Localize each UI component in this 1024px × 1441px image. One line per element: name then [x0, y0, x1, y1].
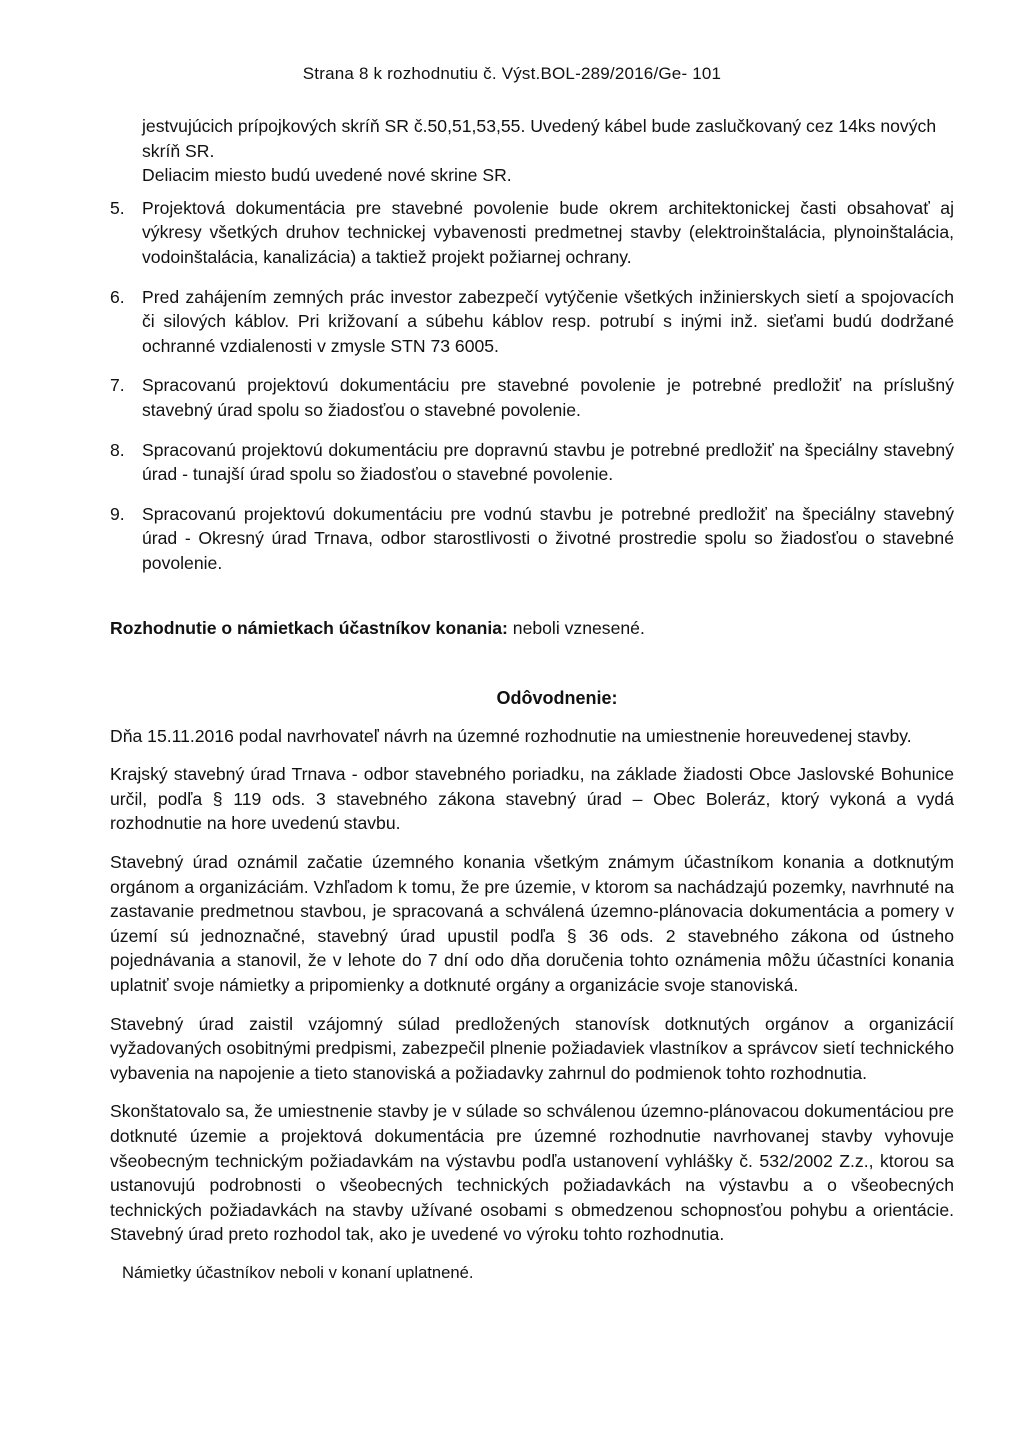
document-body: [110, 114, 954, 1286]
condition-number: 8.: [110, 439, 125, 460]
condition-text: Pred zahájením zemných prác investor zabezpečí vytýčenie všetkých inžinierskych sietí a spojovacích či silových káblov. Pri križovaní a súbehu káblov resp. potrubí s inými inž. sieťami budú dodržané ochranné vzdialenosti v zmysle STN 73 6005.: [142, 286, 954, 356]
condition-item: [110, 438, 954, 487]
reasoning-paragraph: Stavebný úrad oznámil začatie územného konania všetkým známym účastníkom konania a dotknutým orgánom a organizáciám. Vzhľadom k tomu, že pre územie, v ktorom sa nachádzajú pozemky, navrhnuté na zastavanie predmetnou stavbou, je spracovaná a schválená územno-plánovacia dokumentácia a pomery v území sú jednoznačné, stavebný úrad upustil podľa § 36 ods. 2 stavebného zákona od ústneho pojednávania a stanovil, že v lehote do 7 dní odo dňa doručenia tohto oznámenia môžu účastníci konania uplatniť svoje námietky a pripomienky a dotknuté orgány a organizácie svoje stanoviská.: [110, 852, 954, 996]
objections-decision-value: neboli vznesené.: [507, 617, 645, 638]
continuation-text: Deliacim miesto budú uvedené nové skrine SR.: [142, 165, 512, 186]
condition-item: [110, 196, 954, 270]
continuation-text: jestvujúcich prípojkových skríň SR č.50,51,53,55. Uvedený kábel bude zaslučkovaný cez 14ks nových skríň SR.: [142, 116, 937, 161]
objections-decision-label: Rozhodnutie o námietkach účastníkov konania:: [110, 617, 508, 638]
condition-number: 6.: [110, 286, 125, 307]
condition-text: Projektová dokumentácia pre stavebné povolenie bude okrem architektonickej časti obsahovať aj výkresy všetkých druhov technickej vybavenosti predmetnej stavby (elektroinštalácia, plynoinštalácia, vodoinštalácia, kanalizácia) a taktiež projekt požiarnej ochrany.: [142, 197, 954, 267]
condition-text: Spracovanú projektovú dokumentáciu pre stavebné povolenie je potrebné predložiť na príslušný stavebný úrad spolu so žiadosťou o stavebné povolenie.: [142, 375, 954, 420]
condition-number: 7.: [110, 375, 125, 396]
condition-text: Spracovanú projektovú dokumentáciu pre vodnú stavbu je potrebné predložiť na špeciálny stavebný úrad - Okresný úrad Trnava, odbor starostlivosti o životné prostredie spolu so žiadosťou o stavebné povolenie.: [142, 503, 954, 573]
reasoning-paragraph: Dňa 15.11.2016 podal navrhovateľ návrh na územné rozhodnutie na umiestnenie horeuvedenej stavby.: [110, 725, 912, 746]
reasoning-paragraph: Skonštatovalo sa, že umiestnenie stavby je v súlade so schválenou územno-plánovacou dokumentáciou pre dotknuté územie a projektová dokumentácia pre územné rozhodnutie navrhovanej stavby vyhovuje všeobecným technickým požiadavkám na výstavbu podľa ustanovení vyhlášky č. 532/2002 Z.z., ktorou sa ustanovujú podrobnosti o všeobecných technických požiadavkách na výstavbu a o všeobecných technických požiadavkách na stavby užívané osobami s obmedzenou schopnosťou pohybu a orientácie. Stavebný úrad preto rozhodol tak, ako je uvedené vo výroku tohto rozhodnutia.: [110, 1101, 954, 1245]
condition-item: [110, 502, 954, 576]
condition-item: [110, 285, 954, 359]
reasoning-section: [110, 724, 954, 1286]
condition-number: 5.: [110, 197, 125, 218]
condition-text: Spracovanú projektovú dokumentáciu pre dopravnú stavbu je potrebné predložiť na špeciálny stavebný úrad - tunajší úrad spolu so žiadosťou o stavebné povolenie.: [142, 439, 954, 485]
final-note: Námietky účastníkov neboli v konaní uplatnené.: [122, 1262, 474, 1282]
objections-decision: [110, 616, 954, 641]
condition-item: [110, 373, 954, 422]
continuation-block: [110, 114, 954, 188]
reasoning-title: Odôvodnenie:: [496, 688, 618, 709]
reasoning-paragraph: Stavebný úrad zaistil vzájomný súlad predložených stanovísk dotknutých orgánov a organizácií vyžadovaných osobitnými predpismi, zabezpečil plnenie požiadaviek vlastníkov a správcov sietí technického vybavenia na napojenie a tieto stanoviská a požiadavky zahrnul do podmienok tohto rozhodnutia.: [110, 1013, 954, 1083]
conditions-list: [110, 196, 954, 576]
page-header: Strana 8 k rozhodnutiu č. Výst.BOL-289/2016/Ge- 101: [302, 64, 722, 83]
reasoning-paragraph: Krajský stavebný úrad Trnava - odbor stavebného poriadku, na základe žiadosti Obce Jaslovské Bohunice určil, podľa § 119 ods. 3 stavebného zákona stavebný úrad – Obec Boleráz, ktorý vykoná a vydá rozhodnutie na hore uvedenú stavbu.: [110, 764, 954, 834]
condition-number: 9.: [110, 503, 125, 524]
